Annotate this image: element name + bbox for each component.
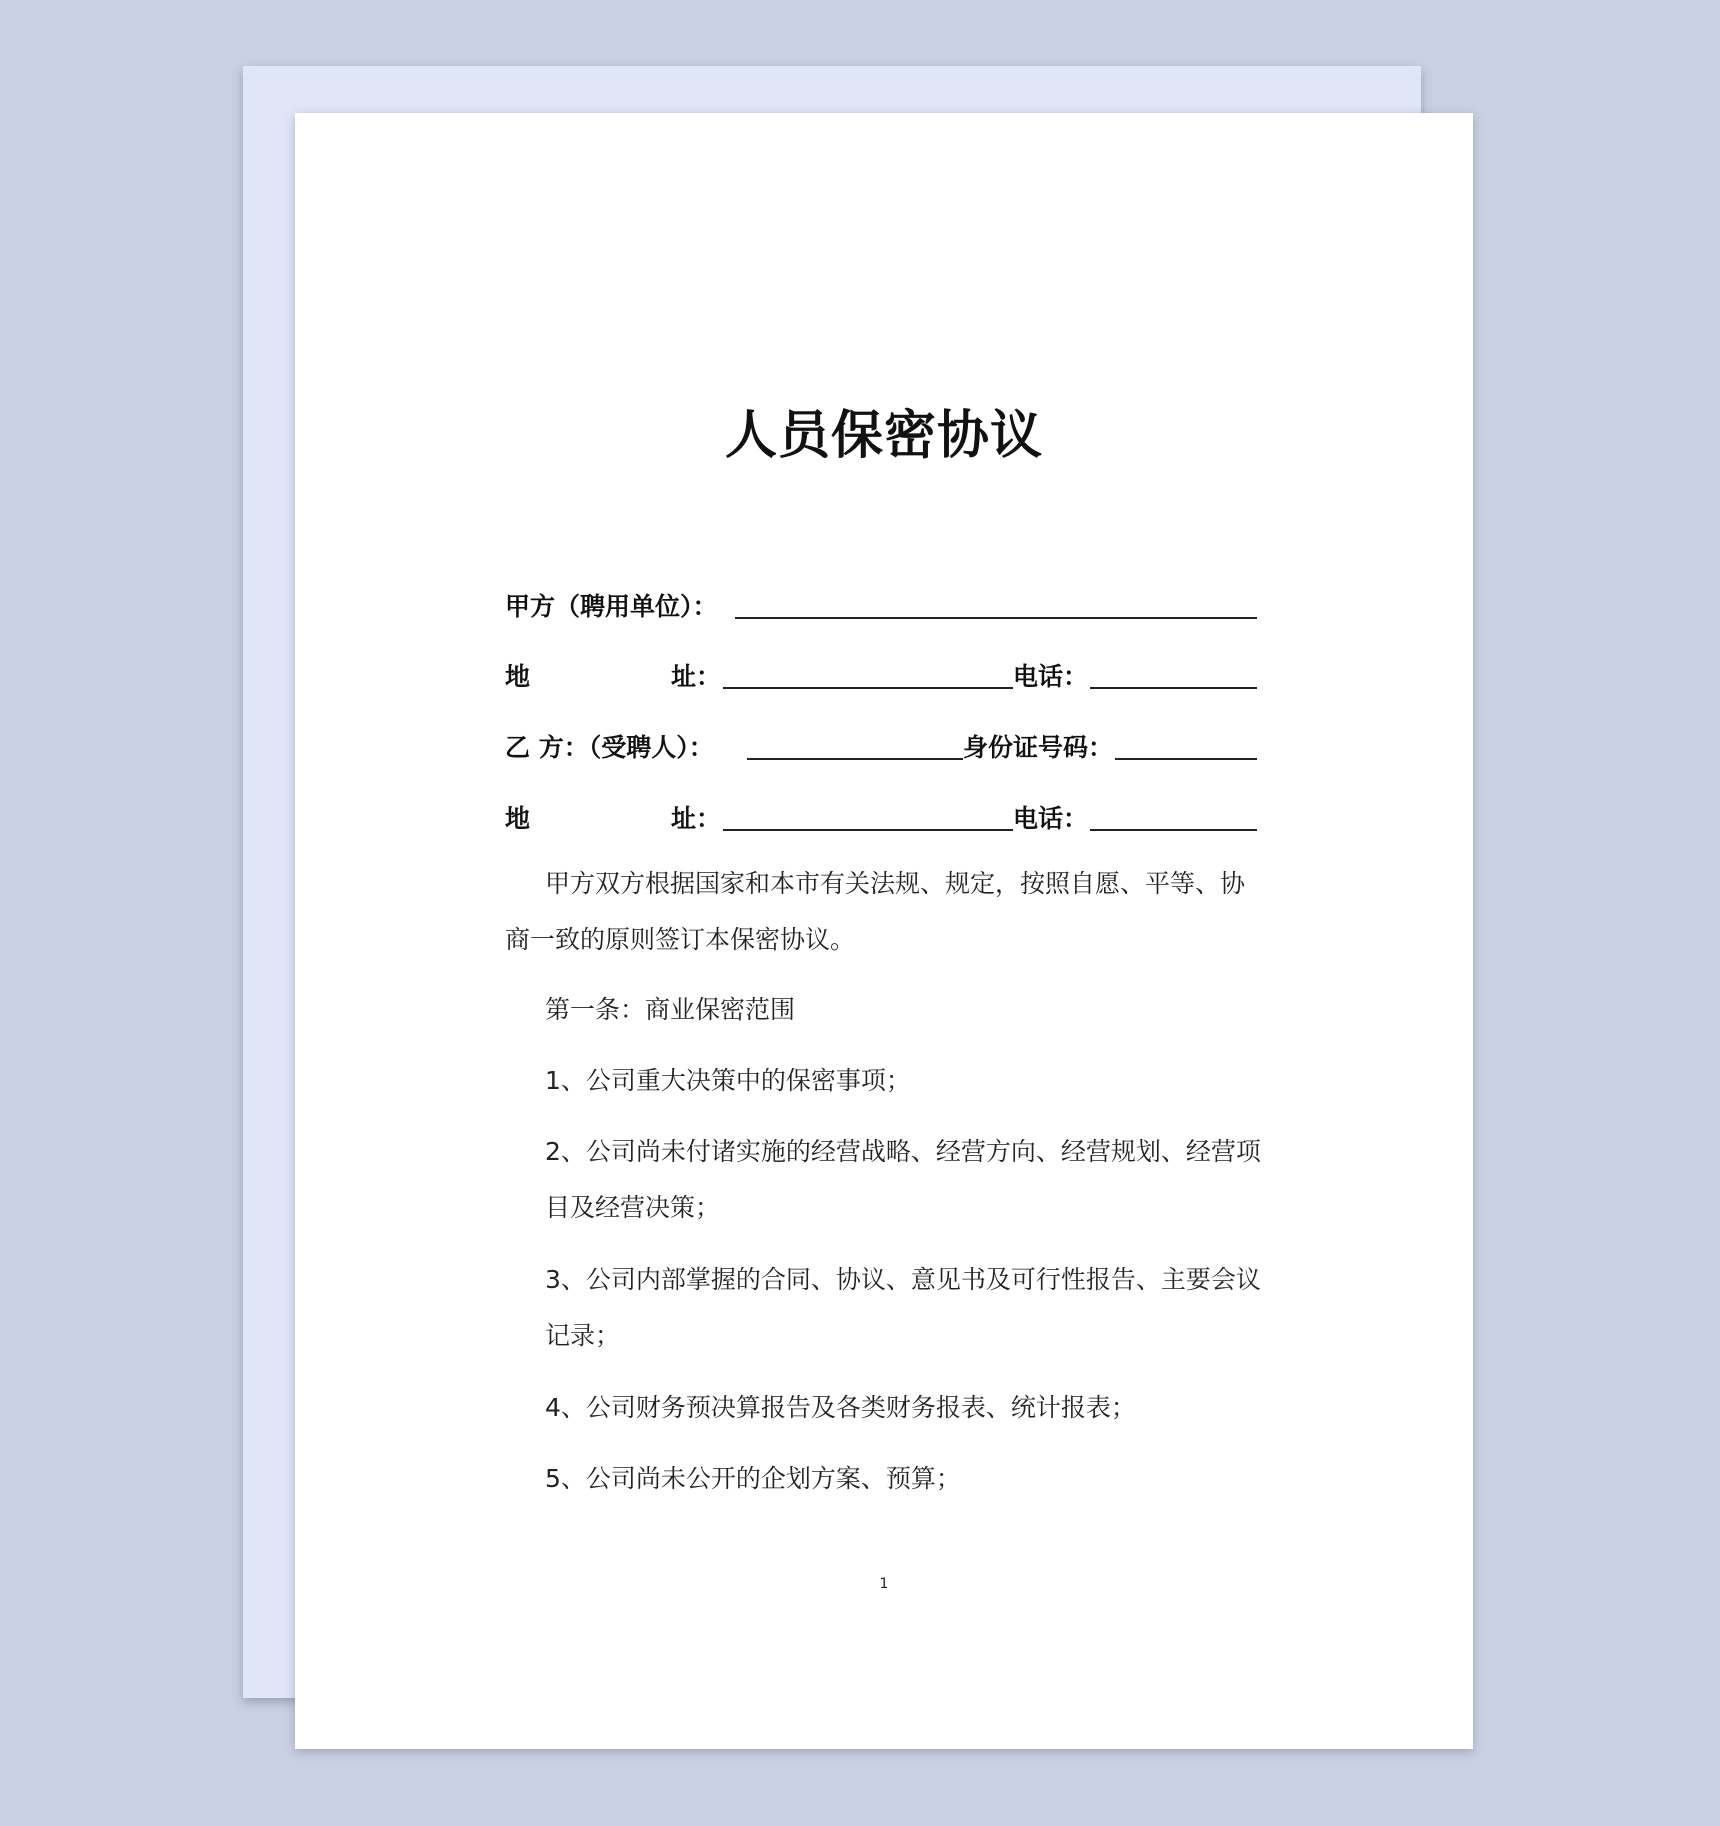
- address-line-a: [505, 653, 1257, 693]
- id-number-blank: [1115, 758, 1257, 760]
- list-item-line: 目及经营决策；: [545, 1193, 721, 1222]
- address-label-part2: 址：: [671, 804, 722, 833]
- address-line-b: [505, 795, 1257, 835]
- intro-line: 甲方双方根据国家和本市有关法规、规定，按照自愿、平等、协: [545, 869, 1246, 898]
- list-item-line: 5、公司尚未公开的企划方案、预算；: [545, 1464, 961, 1493]
- list-item: [545, 1252, 1297, 1364]
- list-item-line: 4、公司财务预决算报告及各类财务报表、统计报表；: [545, 1393, 1136, 1422]
- article-heading: 第一条：商业保密范围: [545, 995, 796, 1024]
- list-item-line: 2、公司尚未付诸实施的经营战略、经营方向、经营规划、经营项: [545, 1137, 1261, 1166]
- address-label-part1: 地: [505, 662, 531, 691]
- phone-blank-a: [1090, 687, 1257, 689]
- list-item-line: 记录；: [545, 1321, 621, 1350]
- party-a-label: 甲方（聘用单位）：: [505, 592, 718, 621]
- party-b-line: [505, 724, 1257, 764]
- phone-label-a: 电话：: [1013, 662, 1089, 691]
- party-a-blank: [735, 617, 1257, 619]
- list-item: [545, 1451, 1297, 1507]
- list-item: [545, 1124, 1297, 1236]
- party-a-line: [505, 583, 1257, 623]
- address-blank-a: [723, 687, 1013, 689]
- phone-blank-b: [1090, 829, 1257, 831]
- list-item: [545, 1053, 1297, 1109]
- phone-label-b: 电话：: [1013, 804, 1089, 833]
- party-b-label: 乙 方：（受聘人）：: [505, 733, 714, 762]
- list-item-line: 1、公司重大决策中的保密事项；: [545, 1066, 911, 1095]
- id-number-label: 身份证号码：: [963, 733, 1114, 762]
- list-item: [545, 1380, 1297, 1436]
- page-number: 1: [879, 1576, 889, 1592]
- intro-paragraph: [505, 856, 1257, 968]
- address-blank-b: [723, 829, 1013, 831]
- document-title: 人员保密协议: [724, 406, 1043, 466]
- document-page: [295, 113, 1473, 1749]
- address-label-part2: 址：: [671, 662, 722, 691]
- address-label-part1: 地: [505, 804, 531, 833]
- list-item-line: 3、公司内部掌握的合同、协议、意见书及可行性报告、主要会议: [545, 1265, 1261, 1294]
- intro-line: 商一致的原则签订本保密协议。: [505, 925, 856, 954]
- party-b-blank: [747, 758, 963, 760]
